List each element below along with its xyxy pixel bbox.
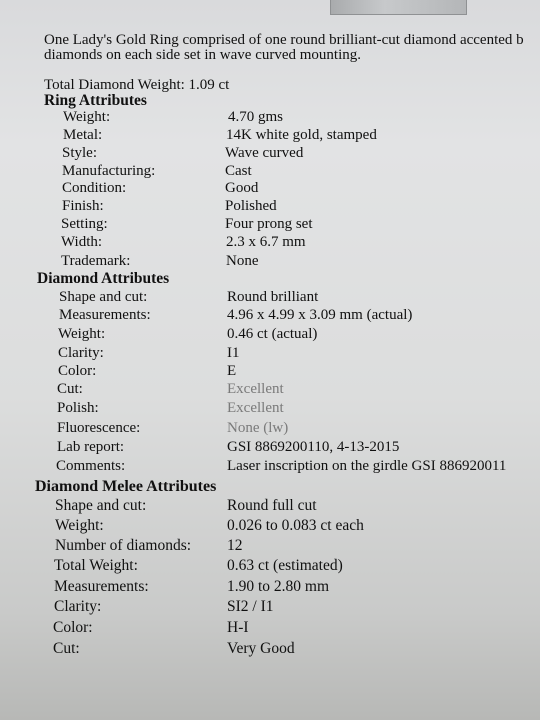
- row-value: E: [227, 363, 237, 379]
- total-diamond-weight: Total Diamond Weight: 1.09 ct: [44, 77, 230, 93]
- row-label: Manufacturing:: [62, 163, 156, 179]
- row-value: Cast: [225, 163, 252, 179]
- row-label: Measurements:: [59, 307, 151, 323]
- ring-description: [44, 33, 540, 63]
- row-label: Trademark:: [61, 253, 131, 269]
- row-label: Shape and cut:: [59, 289, 148, 305]
- row-label: Condition:: [62, 180, 127, 196]
- row-label: Fluorescence:: [57, 420, 141, 436]
- row-label: Weight:: [58, 326, 106, 342]
- row-value: Excellent: [227, 381, 284, 397]
- row-value: Round full cut: [227, 497, 317, 514]
- row-value: H-I: [227, 619, 249, 636]
- row-value: Good: [225, 180, 259, 196]
- row-label: Setting:: [61, 216, 108, 232]
- row-label: Weight:: [55, 517, 104, 534]
- melee-attributes-heading: Diamond Melee Attributes: [35, 478, 217, 495]
- row-label: Style:: [62, 145, 98, 161]
- description-line-2: diamonds on each side set in wave curved mounting.: [44, 47, 362, 63]
- row-label: Shape and cut:: [55, 497, 147, 514]
- row-value: Four prong set: [225, 216, 313, 232]
- row-label: Finish:: [62, 198, 104, 214]
- row-label: Measurements:: [54, 578, 149, 595]
- row-value: None: [226, 253, 259, 269]
- row-label: Metal:: [63, 127, 103, 143]
- row-label: Number of diamonds:: [55, 537, 192, 554]
- row-label: Color:: [53, 619, 93, 636]
- row-label: Weight:: [63, 109, 111, 125]
- row-value: 0.63 ct (estimated): [227, 557, 343, 574]
- row-label: Color:: [58, 363, 97, 379]
- row-value: 12: [227, 537, 243, 554]
- row-label: Lab report:: [57, 439, 125, 455]
- row-value: SI2 / I1: [227, 598, 274, 615]
- row-label: Clarity:: [58, 345, 104, 361]
- row-label: Polish:: [57, 400, 99, 416]
- row-value: 0.026 to 0.083 ct each: [227, 517, 364, 534]
- row-value: Round brilliant: [227, 289, 319, 305]
- row-value: Wave curved: [225, 145, 304, 161]
- row-value: GSI 8869200110, 4-13-2015: [227, 439, 400, 455]
- row-value: Laser inscription on the girdle GSI 886920011: [227, 458, 507, 474]
- row-value: None (lw): [227, 420, 289, 436]
- row-value: Polished: [225, 198, 277, 214]
- row-value: Excellent: [227, 400, 284, 416]
- row-label: Cut:: [53, 640, 80, 657]
- row-label: Cut:: [57, 381, 83, 397]
- description-line-1: One Lady's Gold Ring comprised of one round brilliant-cut diamond accented b: [44, 32, 524, 48]
- row-label: Width:: [61, 234, 103, 250]
- row-value: 4.96 x 4.99 x 3.09 mm (actual): [227, 307, 413, 323]
- row-value: 14K white gold, stamped: [226, 127, 377, 143]
- row-label: Comments:: [56, 458, 126, 474]
- row-value: 1.90 to 2.80 mm: [227, 578, 330, 595]
- row-value: Very Good: [227, 640, 295, 657]
- diamond-attributes-heading: Diamond Attributes: [37, 270, 170, 287]
- row-value: 0.46 ct (actual): [227, 326, 318, 342]
- row-value: 2.3 x 6.7 mm: [226, 234, 306, 250]
- row-value: I1: [227, 345, 240, 361]
- ring-attributes-heading: Ring Attributes: [44, 92, 147, 109]
- row-label: Total Weight:: [54, 557, 138, 574]
- row-value: 4.70 gms: [228, 109, 284, 125]
- row-label: Clarity:: [54, 598, 102, 615]
- photo-thumbnail-edge: [330, 0, 467, 15]
